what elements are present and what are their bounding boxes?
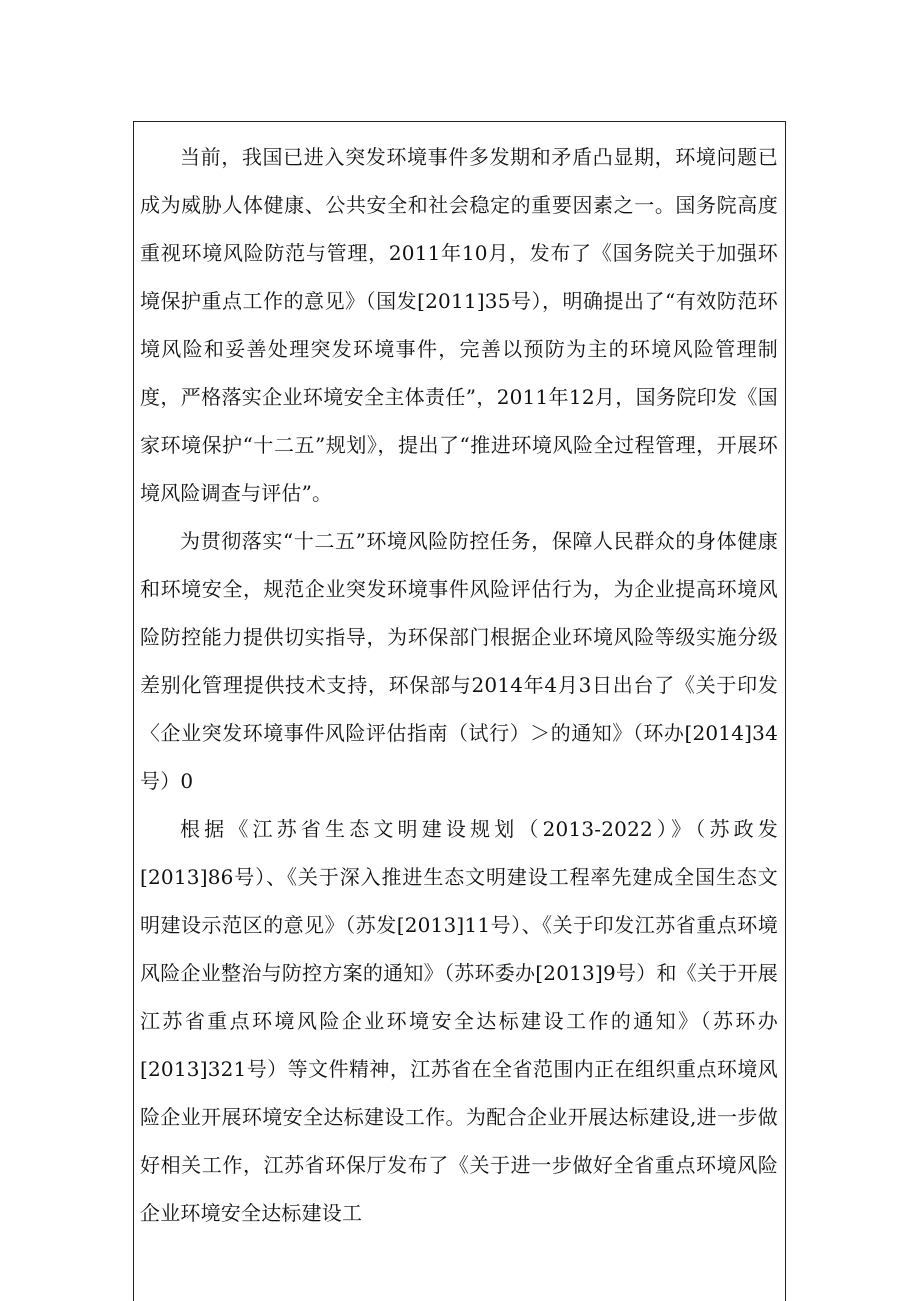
paragraph-2: 为贯彻落实“十二五”环境风险防控任务，保障人民群众的身体健康和环境安全，规范企业突发环境事件风险评估行为，为企业提高环境风险防控能力提供切实指导，为环保部门根据企业环境风险等级实施分级差别化管理提供技术支持，环保部与2014年4月3日出台了《关于印发〈企业突发环境事件风险评估指南（试行）＞的通知》（环办[2014]34号）0 <box>140 529 778 793</box>
document-body <box>140 133 778 1237</box>
document-frame <box>133 121 786 1301</box>
paragraph-1: 当前，我国已进入突发环境事件多发期和矛盾凸显期，环境问题已成为威胁人体健康、公共安全和社会稳定的重要因素之一。国务院高度重视环境风险防范与管理，2011年10月，发布了《国务院关于加强环境保护重点工作的意见》（国发[2011]35号），明确提出了“有效防范环境风险和妥善处理突发环境事件，完善以预防为主的环境风险管理制度，严格落实企业环境安全主体责任”，2011年12月，国务院印发《国家环境保护“十二五”规划》，提出了“推进环境风险全过程管理，开展环境风险调查与评估”。 <box>140 145 778 505</box>
paragraph-3: 根据《江苏省生态文明建设规划（2013-2022）》（苏政发[2013]86号）、《关于深入推进生态文明建设工程率先建成全国生态文明建设示范区的意见》（苏发[2013]11号）、《关于印发江苏省重点环境风险企业整治与防控方案的通知》（苏环委办[2013]9号）和《关于开展江苏省重点环境风险企业环境安全达标建设工作的通知》（苏环办[2013]321号）等文件精神，江苏省在全省范围内正在组织重点环境风险企业开展环境安全达标建设工作。为配合企业开展达标建设,进一步做好相关工作，江苏省环保厅发布了《关于进一步做好全省重点环境风险企业环境安全达标建设工 <box>140 817 778 1225</box>
